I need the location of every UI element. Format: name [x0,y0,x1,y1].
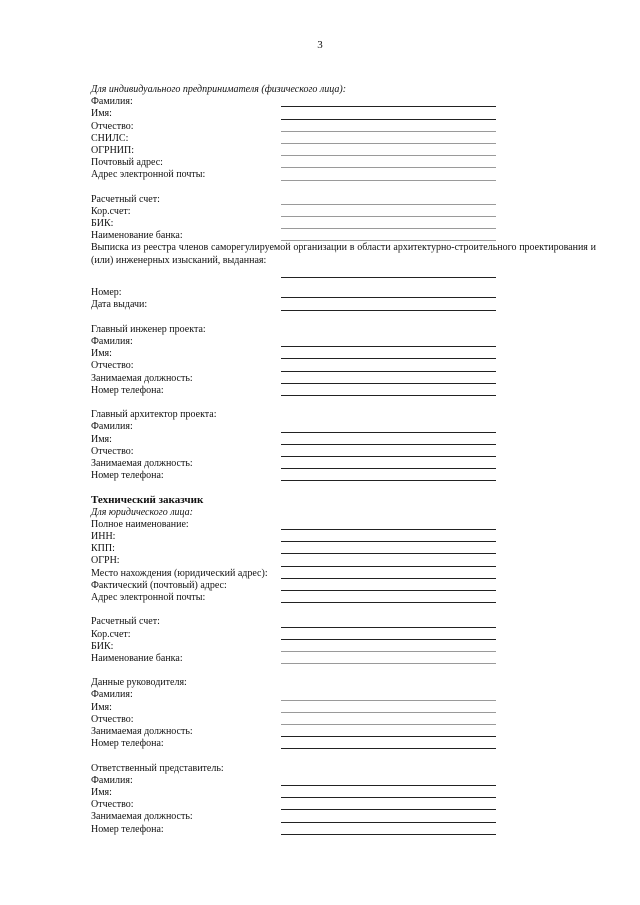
customer-inn[interactable]: ИНН: [91,531,596,543]
representative-firstname[interactable]: Имя: [91,787,596,799]
customer-bank-name[interactable]: Наименование банка: [91,653,596,665]
ip-field-corr-account[interactable]: Кор.счет: [91,206,596,218]
chief-architect-position[interactable]: Занимаемая должность: [91,458,596,470]
director-lastname[interactable]: Фамилия: [91,689,596,701]
representative-position[interactable]: Занимаемая должность: [91,811,596,823]
director-position[interactable]: Занимаемая должность: [91,726,596,738]
customer-bik[interactable]: БИК: [91,641,596,653]
chief-architect-patronymic[interactable]: Отчество: [91,446,596,458]
director-heading: Данные руководителя: [91,677,187,689]
page-number: 3 [317,39,323,51]
customer-account[interactable]: Расчетный счет: [91,616,596,628]
ip-bank-fields [91,194,596,243]
chief-engineer-firstname[interactable]: Имя: [91,348,596,360]
director-patronymic[interactable]: Отчество: [91,714,596,726]
sro-extract-text: Выписка из реестра членов саморегулируемой организации в области архитектурно-строительного проектирования и (или) инженерных изысканий, выданная: [91,242,596,266]
chief-architect-phone[interactable]: Номер телефона: [91,470,596,482]
technical-customer-title: Технический заказчик [91,494,204,507]
extract-number-field[interactable]: Номер: [91,287,596,299]
ip-field-patronymic[interactable]: Отчество: [91,121,596,133]
customer-corr-account[interactable]: Кор.счет: [91,629,596,641]
ip-heading: Для индивидуального предпринимателя (физического лица): [91,84,347,95]
chief-engineer-lastname[interactable]: Фамилия: [91,336,596,348]
ip-field-postal-address[interactable]: Почтовый адрес: [91,157,596,169]
customer-full-name[interactable]: Полное наименование: [91,519,596,531]
customer-legal-address[interactable]: Место нахождения (юридический адрес): [91,568,596,580]
ip-fields [91,96,596,181]
customer-email[interactable]: Адрес электронной почты: [91,592,596,604]
chief-engineer-position[interactable]: Занимаемая должность: [91,373,596,385]
chief-architect-lastname[interactable]: Фамилия: [91,421,596,433]
customer-ogrn[interactable]: ОГРН: [91,555,596,567]
representative-phone[interactable]: Номер телефона: [91,824,596,836]
ip-field-bank-name[interactable]: Наименование банка: [91,230,596,242]
customer-postal-address[interactable]: Фактический (почтовый) адрес: [91,580,596,592]
ip-field-lastname[interactable]: Фамилия: [91,96,596,108]
ip-field-bik[interactable]: БИК: [91,218,596,230]
director-phone[interactable]: Номер телефона: [91,738,596,750]
chief-engineer-phone[interactable]: Номер телефона: [91,385,596,397]
chief-architect-heading: Главный архитектор проекта: [91,409,217,421]
chief-engineer-patronymic[interactable]: Отчество: [91,360,596,372]
extract-date-field[interactable]: Дата выдачи: [91,299,596,311]
ip-field-account[interactable]: Расчетный счет: [91,194,596,206]
sro-extract-blank[interactable] [91,267,596,279]
representative-lastname[interactable]: Фамилия: [91,775,596,787]
customer-kpp[interactable]: КПП: [91,543,596,555]
chief-architect-firstname[interactable]: Имя: [91,434,596,446]
director-firstname[interactable]: Имя: [91,702,596,714]
chief-engineer-heading: Главный инженер проекта: [91,323,206,335]
representative-heading: Ответственный представитель: [91,762,224,774]
ip-field-firstname[interactable]: Имя: [91,108,596,120]
ip-field-email[interactable]: Адрес электронной почты: [91,169,596,181]
representative-patronymic[interactable]: Отчество: [91,799,596,811]
form-content [91,84,596,836]
ip-field-ogrnip[interactable]: ОГРНИП: [91,145,596,157]
customer-legal-heading: Для юридического лица: [91,506,194,518]
ip-field-snils[interactable]: СНИЛС: [91,133,596,145]
